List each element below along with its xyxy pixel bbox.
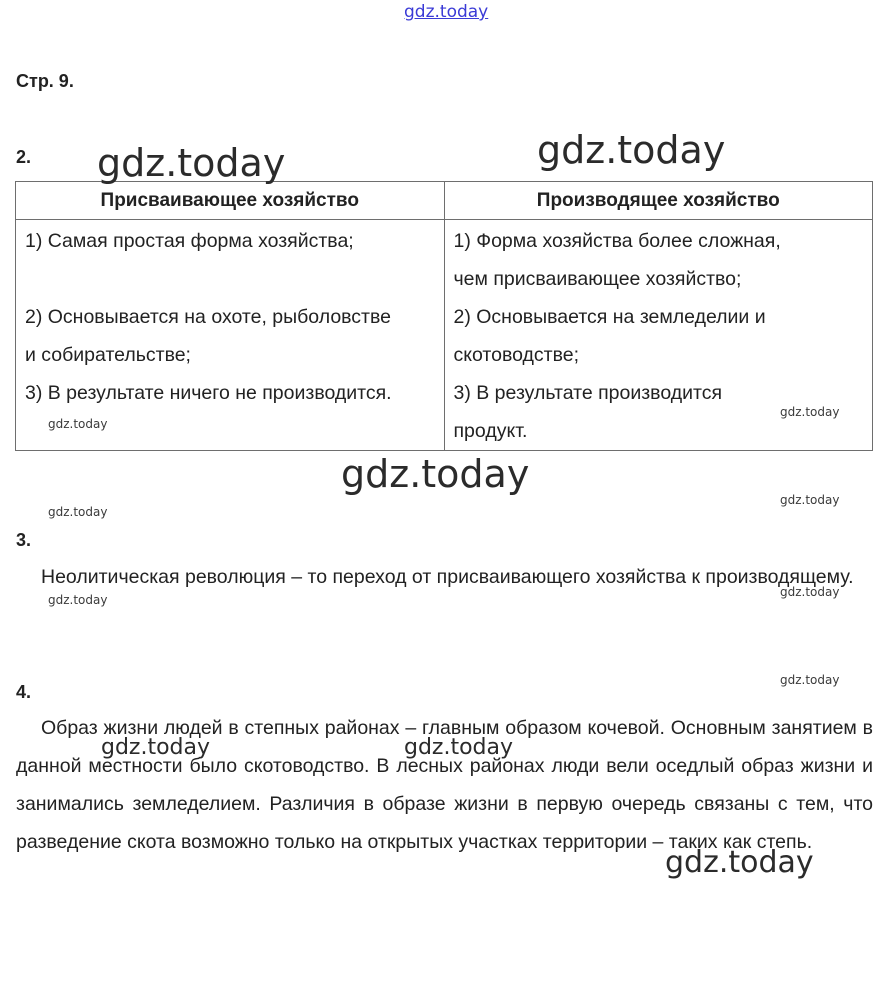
watermark: gdz.today — [341, 452, 530, 496]
watermark-top[interactable]: gdz.today — [404, 2, 489, 22]
watermark: gdz.today — [665, 845, 814, 880]
right-line-4: скотоводстве; — [453, 344, 579, 366]
watermark: gdz.today — [780, 585, 840, 599]
right-line-6: продукт. — [453, 420, 528, 442]
task-3-text: Неолитическая революция – то переход от присваивающего хозяйства к производящему. — [41, 566, 854, 588]
table-row — [16, 220, 873, 451]
watermark: gdz.today — [48, 593, 108, 607]
cell-appropriating — [16, 220, 445, 451]
watermark: gdz.today — [780, 493, 840, 507]
right-line-2: чем присваивающее хозяйство; — [453, 268, 742, 290]
left-line-2: 2) Основывается на охоте, рыболовстве — [25, 306, 391, 328]
watermark: gdz.today — [101, 735, 211, 760]
header-appropriating: Присваивающее хозяйство — [16, 182, 445, 220]
page-label: Стр. 9. — [16, 71, 74, 91]
watermark: gdz.today — [537, 128, 726, 172]
left-line-4: 3) В результате ничего не производится. — [25, 382, 392, 404]
task-4-number: 4. — [16, 682, 32, 702]
header-producing: Производящее хозяйство — [444, 182, 873, 220]
watermark: gdz.today — [780, 673, 840, 687]
watermark: gdz.today — [97, 141, 286, 185]
right-line-3: 2) Основывается на земледелии и — [453, 306, 766, 328]
task-4-text: Образ жизни людей в степных районах – главным образом кочевой. Основным занятием в данной местности было скотоводство. В лесных районах люди вели оседлый образ жизни и занимались земледелием. Различия в образе жизни в первую очередь связаны с тем, что разведение скота возможно только на открытых участках территории – таких как степь. — [16, 717, 873, 853]
task-2-number: 2. — [16, 147, 32, 167]
left-line-3: и собирательстве; — [25, 344, 191, 366]
watermark: gdz.today — [48, 505, 108, 519]
left-line-blank — [25, 260, 436, 298]
table-header-row — [16, 182, 873, 220]
task-3-number: 3. — [16, 530, 32, 550]
watermark: gdz.today — [404, 735, 514, 760]
watermark: gdz.today — [780, 405, 840, 419]
left-line-1: 1) Самая простая форма хозяйства; — [25, 230, 354, 252]
watermark: gdz.today — [48, 417, 108, 431]
comparison-table — [15, 181, 873, 451]
right-line-5: 3) В результате производится — [453, 382, 723, 404]
right-line-1: 1) Форма хозяйства более сложная, — [453, 230, 781, 252]
